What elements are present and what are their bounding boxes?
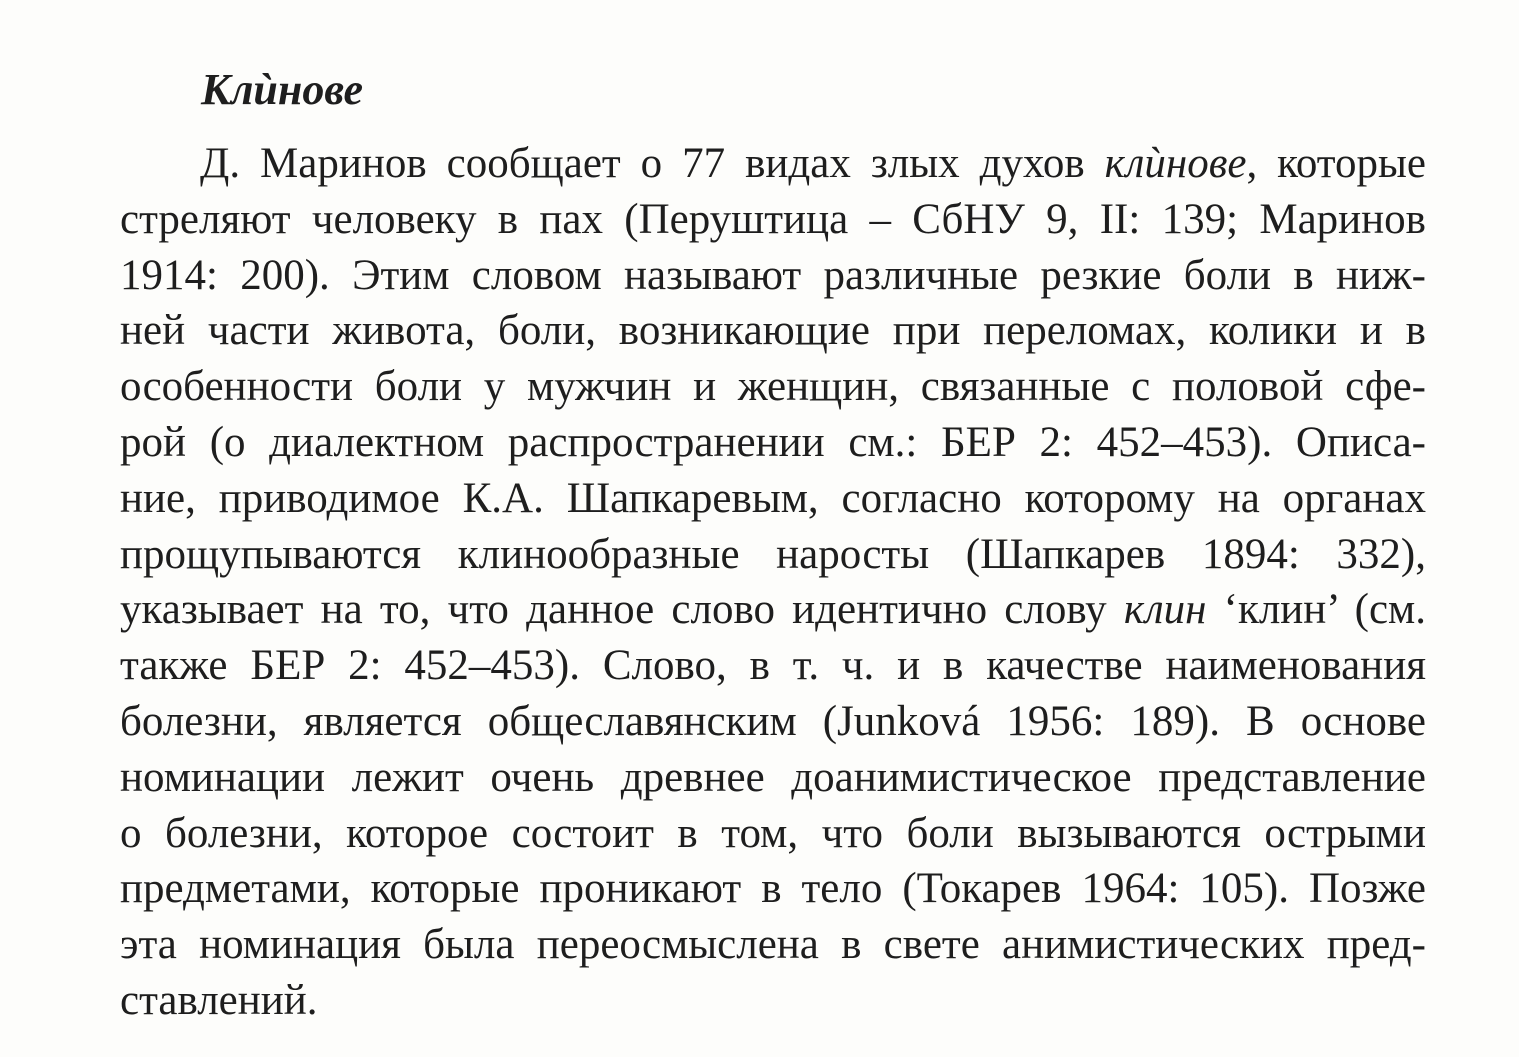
text-line: стреляют человеку в пах (Перуштица – СбНУ 9, II: 139; Маринов bbox=[120, 195, 1426, 243]
text-line: предметами, которые проникают в тело (Токарев 1964: 105). Позже bbox=[120, 865, 1426, 913]
text-line: 1914: 200). Этим словом называют различные резкие боли в ниж- bbox=[120, 251, 1426, 299]
text-line: номинации лежит очень древнее доанимистическое представление bbox=[120, 753, 1426, 801]
text-line: особенности боли у мужчин и женщин, связанные с половой сфе- bbox=[120, 363, 1426, 411]
text-line: указывает на то, что данное слово идентично слову клин ‘клин’ (см. bbox=[120, 586, 1427, 634]
text-line: о болезни, которое состоит в том, что боли вызываются острыми bbox=[120, 809, 1426, 857]
text-line: ставлений. bbox=[120, 976, 318, 1024]
text-line: прощупываются клинообразные наросты (Шапкарев 1894: 332), bbox=[120, 530, 1426, 578]
text-line: рой (о диалектном распространении см.: БЕР 2: 452–453). Описа- bbox=[120, 418, 1426, 466]
italic-term: клин bbox=[1123, 586, 1207, 634]
entry-title: Клѝнове bbox=[201, 65, 363, 114]
text-line: ние, приводимое К.А. Шапкаревым, согласно которому на органах bbox=[120, 474, 1426, 522]
text-line: также БЕР 2: 452–453). Слово, в т. ч. и в качестве наименования bbox=[120, 642, 1426, 690]
text-line: Д. Маринов сообщает о 77 видах злых духов клѝнове, которые bbox=[200, 140, 1427, 187]
entry-body bbox=[120, 136, 1426, 1029]
text-line: болезни, является общеславянским (Junková 1956: 189). В основе bbox=[120, 697, 1426, 745]
italic-term: клѝнове bbox=[1104, 140, 1247, 187]
text-line: ней части живота, боли, возникающие при переломах, колики и в bbox=[120, 307, 1426, 355]
text-line: эта номинация была переосмыслена в свете анимистических пред- bbox=[120, 921, 1426, 969]
